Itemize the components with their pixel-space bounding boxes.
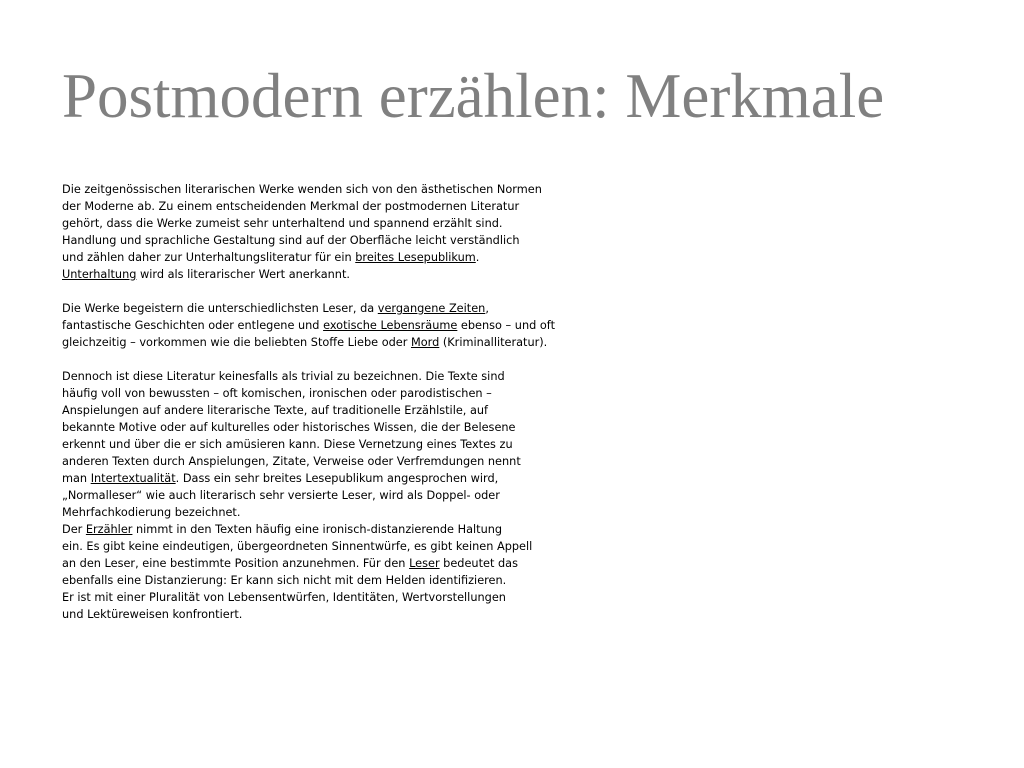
text-line: häufig voll von bewussten – oft komischen, ironischen oder parodistischen – <box>62 387 492 400</box>
text-line: erkennt und über die er sich amüsieren kann. Diese Vernetzung eines Textes zu <box>62 438 513 451</box>
text-line <box>62 334 622 351</box>
text-line <box>62 266 622 283</box>
text-segment: gleichzeitig – vorkommen wie die beliebten Stoffe Liebe oder <box>62 336 411 349</box>
text-segment: Der <box>62 523 86 536</box>
body-text <box>62 181 622 623</box>
link-exotische-lebensraeume[interactable]: exotische Lebensräume <box>323 319 458 332</box>
paragraph-1 <box>62 181 622 283</box>
text-line: Mehrfachkodierung bezeichnet. <box>62 506 241 519</box>
text-line: und Lektüreweisen konfrontiert. <box>62 608 243 621</box>
text-line <box>62 555 622 572</box>
text-segment: an den Leser, eine bestimmte Position anzunehmen. Für den <box>62 557 410 570</box>
link-breites-lesepublikum[interactable]: breites Lesepublikum <box>355 251 476 264</box>
text-line: Die zeitgenössischen literarischen Werke wenden sich von den ästhetischen Normen <box>62 183 542 196</box>
text-line: ein. Es gibt keine eindeutigen, übergeordneten Sinnentwürfe, es gibt keinen Appell <box>62 540 533 553</box>
text-segment: (Kriminalliteratur). <box>439 336 548 349</box>
paragraph-3 <box>62 368 622 623</box>
text-segment: fantastische Geschichten oder entlegene und <box>62 319 324 332</box>
link-mord[interactable]: Mord <box>410 336 440 349</box>
link-erzaehler[interactable]: Erzähler <box>85 523 133 536</box>
page-title: Postmodern erzählen: Merkmale <box>62 61 885 131</box>
text-segment: nimmt in den Texten häufig eine ironisch-distanzierende Haltung <box>132 523 503 536</box>
text-segment: Die Werke begeistern die unterschiedlichsten Leser, da <box>62 302 378 315</box>
link-leser[interactable]: Leser <box>409 557 440 570</box>
text-line: Anspielungen auf andere literarische Texte, auf traditionelle Erzählstile, auf <box>62 404 489 417</box>
text-segment: man <box>62 472 91 485</box>
text-line <box>62 300 622 317</box>
text-line <box>62 470 622 487</box>
text-line: Er ist mit einer Pluralität von Lebensentwürfen, Identitäten, Wertvorstellungen <box>62 591 506 604</box>
text-segment: bedeutet das <box>439 557 518 570</box>
text-line: gehört, dass die Werke zumeist sehr unterhaltend und spannend erzählt sind. <box>62 217 503 230</box>
link-vergangene-zeiten[interactable]: vergangene Zeiten <box>377 302 486 315</box>
link-intertextualitaet[interactable]: Intertextualität <box>90 472 176 485</box>
text-segment: , <box>485 302 489 315</box>
text-segment: . Dass ein sehr breites Lesepublikum angesprochen wird, <box>175 472 499 485</box>
paragraph-2 <box>62 300 622 351</box>
text-line: ebenfalls eine Distanzierung: Er kann sich nicht mit dem Helden identifizieren. <box>62 574 507 587</box>
text-line: anderen Texten durch Anspielungen, Zitate, Verweise oder Verfremdungen nennt <box>62 455 521 468</box>
text-segment: wird als literarischer Wert anerkannt. <box>136 268 350 281</box>
text-line: der Moderne ab. Zu einem entscheidenden Merkmal der postmodernen Literatur <box>62 200 520 213</box>
text-line <box>62 521 622 538</box>
text-line: bekannte Motive oder auf kulturelles oder historisches Wissen, die der Belesene <box>62 421 516 434</box>
text-segment: ebenso – und oft <box>457 319 555 332</box>
text-line: Dennoch ist diese Literatur keinesfalls als trivial zu bezeichnen. Die Texte sind <box>62 370 505 383</box>
text-line <box>62 317 622 334</box>
link-unterhaltung[interactable]: Unterhaltung <box>62 268 137 281</box>
text-line: „Normalleser“ wie auch literarisch sehr versierte Leser, wird als Doppel- oder <box>62 489 500 502</box>
text-segment: . <box>475 251 480 264</box>
text-segment: und zählen daher zur Unterhaltungsliteratur für ein <box>62 251 356 264</box>
text-line: Handlung und sprachliche Gestaltung sind auf der Oberfläche leicht verständlich <box>62 234 520 247</box>
paragraph-gap <box>62 351 622 368</box>
paragraph-gap <box>62 283 622 300</box>
text-line <box>62 249 622 266</box>
